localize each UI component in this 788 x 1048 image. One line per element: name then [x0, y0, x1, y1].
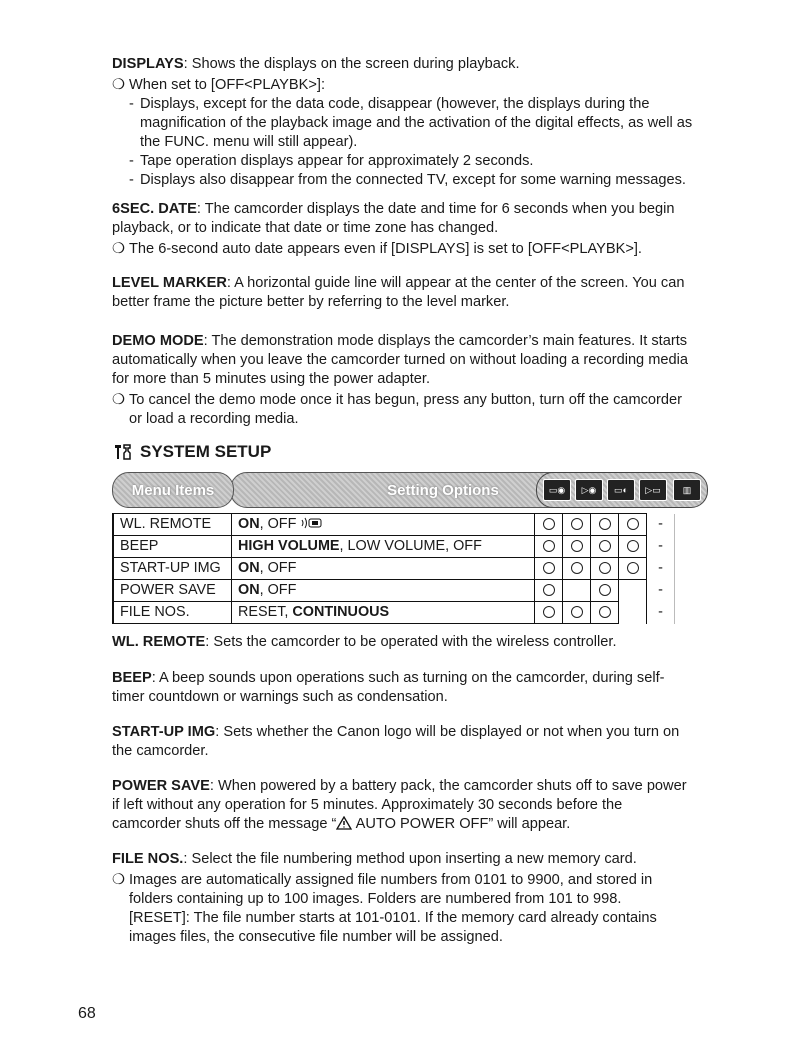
menu-item: WL. REMOTE	[113, 514, 232, 536]
level-term: LEVEL MARKER	[112, 275, 227, 291]
mode-icons-header	[536, 472, 708, 508]
displays-item-3: Displays also disappear from the connected TV, except for some warning messages.	[140, 172, 686, 188]
mode-mark-available	[591, 580, 619, 602]
date6-term: 6SEC. DATE	[112, 201, 197, 217]
setting-options	[232, 602, 535, 624]
mode-mark-available	[563, 558, 591, 580]
default-option: ON	[238, 560, 260, 576]
table-header	[112, 472, 706, 510]
wrench-settings-icon	[112, 443, 134, 461]
demo-desc1: : The demonstration mode displays the camcorder’s main features. It starts	[203, 333, 688, 349]
mode-mark-none: -	[647, 602, 675, 624]
menu-item: START-UP IMG	[113, 558, 232, 580]
beep-desc1: : A beep sounds upon operations such as turning on the camcorder, during self-	[151, 670, 665, 686]
displays-item-1: Displays, except for the data code, disappear (however, the displays during the	[140, 96, 650, 112]
mode-mark-available	[535, 536, 563, 558]
table-row	[113, 580, 675, 602]
setting-options-header: Setting Options	[230, 472, 656, 508]
demo-section	[112, 332, 700, 429]
demo-bullet1: To cancel the demo mode once it has begun, press any button, turn off the camcorder	[129, 392, 683, 408]
page-number: 68	[78, 1005, 96, 1022]
default-option: ON	[238, 516, 260, 532]
default-option: ON	[238, 582, 260, 598]
circle-mark-icon	[543, 518, 555, 530]
displays-desc: : Shows the displays on the screen during playback.	[183, 56, 520, 72]
setting-options	[232, 580, 535, 602]
circle-mark-icon	[599, 562, 611, 574]
mode-mark-none: -	[647, 536, 675, 558]
circle-mark-icon	[627, 540, 639, 552]
circle-mark-icon	[627, 518, 639, 530]
beep-desc2: timer countdown or warnings such as condensation.	[112, 689, 448, 705]
circle-mark-icon	[599, 606, 611, 618]
date6-desc1: : The camcorder displays the date and time for 6 seconds when you begin	[196, 201, 675, 217]
date6-section	[112, 200, 700, 259]
bullet-icon: ❍	[112, 241, 126, 257]
circle-mark-icon	[571, 606, 583, 618]
demo-bullet2: or load a recording media.	[129, 411, 299, 427]
default-option: HIGH VOLUME	[238, 538, 340, 554]
startup-desc2: the camcorder.	[112, 743, 209, 759]
setting-options	[232, 536, 535, 558]
mode-mark-available	[563, 536, 591, 558]
mode-mark-none: -	[647, 580, 675, 602]
wl-desc: : Sets the camcorder to be operated with the wireless controller.	[205, 634, 617, 650]
setting-options	[232, 558, 535, 580]
mode-mark-available	[563, 514, 591, 536]
filenos-desc: : Select the file numbering method upon inserting a new memory card.	[183, 851, 637, 867]
power-desc1: : When powered by a battery pack, the camcorder shuts off to save power	[209, 778, 687, 794]
setting-options	[232, 514, 535, 536]
mode-mark-available	[591, 558, 619, 580]
circle-mark-icon	[571, 518, 583, 530]
displays-item-1-line2: magnification of the playback image and the activation of the digital effects, as well as	[140, 115, 693, 131]
startup-term: START-UP IMG	[112, 724, 216, 740]
circle-mark-icon	[543, 584, 555, 596]
mode-mark-available	[619, 514, 647, 536]
demo-term: DEMO MODE	[112, 333, 204, 349]
mode-mark-available	[535, 514, 563, 536]
mode-mark-available	[535, 602, 563, 624]
mode-mark-empty	[619, 602, 647, 624]
filenos-b3: [RESET]: The file number starts at 101-0101. If the memory card already contains	[129, 910, 657, 926]
system-setup-title	[112, 442, 271, 461]
mode-mark-available	[591, 602, 619, 624]
mode-mark-empty	[563, 580, 591, 602]
mode-mark-available	[619, 536, 647, 558]
power-section	[112, 777, 700, 834]
mode-mark-none: -	[647, 514, 675, 536]
displays-bullet: When set to [OFF<PLAYBK>]:	[129, 77, 326, 93]
beep-term: BEEP	[112, 670, 152, 686]
system-setup-table	[112, 513, 675, 624]
beep-section	[112, 669, 700, 707]
circle-mark-icon	[599, 540, 611, 552]
option-text: , OFF	[259, 582, 297, 598]
circle-mark-icon	[543, 606, 555, 618]
book-icon: ▥	[673, 479, 701, 501]
startup-section	[112, 723, 700, 761]
default-option: CONTINUOUS	[292, 604, 390, 620]
wl-term: WL. REMOTE	[112, 634, 206, 650]
startup-desc1: : Sets whether the Canon logo will be displayed or not when you turn on	[215, 724, 680, 740]
filenos-term: FILE NOS.	[112, 851, 184, 867]
circle-mark-icon	[599, 584, 611, 596]
mode-mark-none: -	[647, 558, 675, 580]
power-desc3b: AUTO POWER OFF” will appear.	[352, 816, 571, 832]
mode-mark-empty	[619, 580, 647, 602]
filenos-section	[112, 850, 700, 947]
date6-bullet: The 6-second auto date appears even if [DISPLAYS] is set to [OFF<PLAYBK>].	[129, 241, 642, 257]
displays-term: DISPLAYS	[112, 56, 184, 72]
mode-mark-available	[535, 558, 563, 580]
filenos-b1: Images are automatically assigned file numbers from 0101 to 9900, and stored in	[129, 872, 653, 888]
tape-camera-icon: ▭◉	[543, 479, 571, 501]
level-desc1: : A horizontal guide line will appear at the center of the screen. You can	[226, 275, 685, 291]
filenos-b4: images files, the consecutive file number will be assigned.	[129, 929, 503, 945]
level-section	[112, 274, 700, 312]
level-desc2: better frame the picture better by referring to the level marker.	[112, 294, 510, 310]
table-row	[113, 558, 675, 580]
system-setup-label: SYSTEM SETUP	[140, 442, 272, 461]
demo-desc3: for more than 5 minutes using the power adapter.	[112, 371, 431, 387]
displays-item-1-line3: the FUNC. menu will still appear).	[140, 134, 358, 150]
option-text: , OFF	[259, 516, 301, 532]
option-text: RESET,	[238, 604, 293, 620]
warning-icon	[336, 816, 352, 830]
date6-desc2: playback, or to indicate that date or time zone has changed.	[112, 220, 499, 236]
table-row	[113, 514, 675, 536]
tape-play-icon: ▷◉	[575, 479, 603, 501]
circle-mark-icon	[599, 518, 611, 530]
table-row	[113, 536, 675, 558]
circle-mark-icon	[571, 540, 583, 552]
mode-mark-available	[591, 536, 619, 558]
circle-mark-icon	[571, 562, 583, 574]
menu-item: BEEP	[113, 536, 232, 558]
bullet-icon: ❍	[112, 77, 126, 93]
menu-item: POWER SAVE	[113, 580, 232, 602]
circle-mark-icon	[627, 562, 639, 574]
mode-mark-available	[619, 558, 647, 580]
card-play-icon: ▷▭	[639, 479, 667, 501]
circle-mark-icon	[543, 540, 555, 552]
menu-item: FILE NOS.	[113, 602, 232, 624]
circle-mark-icon	[543, 562, 555, 574]
power-term: POWER SAVE	[112, 778, 210, 794]
card-camera-icon: ▭◐	[607, 479, 635, 501]
demo-desc2: automatically when you leave the camcorder turned on without loading a recording media	[112, 352, 688, 368]
power-desc3a: camcorder shuts off the message “	[112, 816, 337, 832]
mode-mark-available	[591, 514, 619, 536]
mode-mark-available	[535, 580, 563, 602]
mode-mark-available	[563, 602, 591, 624]
table-row	[113, 602, 675, 624]
option-text: , LOW VOLUME, OFF	[339, 538, 482, 554]
displays-section: DISPLAYS: Shows the displays on the screen during playback. ❍ When set to [OFF<PLAYBK>]: - Displays, except for the data code, disappear (however, the displays during the magnification of the playback image and the activation of the digital effects, as well as the FUNC. menu will still appear). - Tape operation displays appear for approximately 2 seconds. - Displays also disappear from the connected TV, except for some warning messages.	[112, 56, 693, 188]
filenos-b2: folders containing up to 100 images. Folders are numbered from 101 to 998.	[129, 891, 622, 907]
wl-section	[112, 633, 700, 652]
displays-item-2: Tape operation displays appear for approximately 2 seconds.	[140, 153, 534, 169]
bullet-icon: ❍	[112, 392, 126, 408]
menu-items-header: Menu Items	[112, 472, 234, 508]
option-text: , OFF	[259, 560, 297, 576]
bullet-icon: ❍	[112, 872, 126, 888]
power-desc2: if left without any operation for 5 minutes. Approximately 30 seconds before the	[112, 797, 623, 813]
remote-sensor-icon	[300, 516, 322, 532]
